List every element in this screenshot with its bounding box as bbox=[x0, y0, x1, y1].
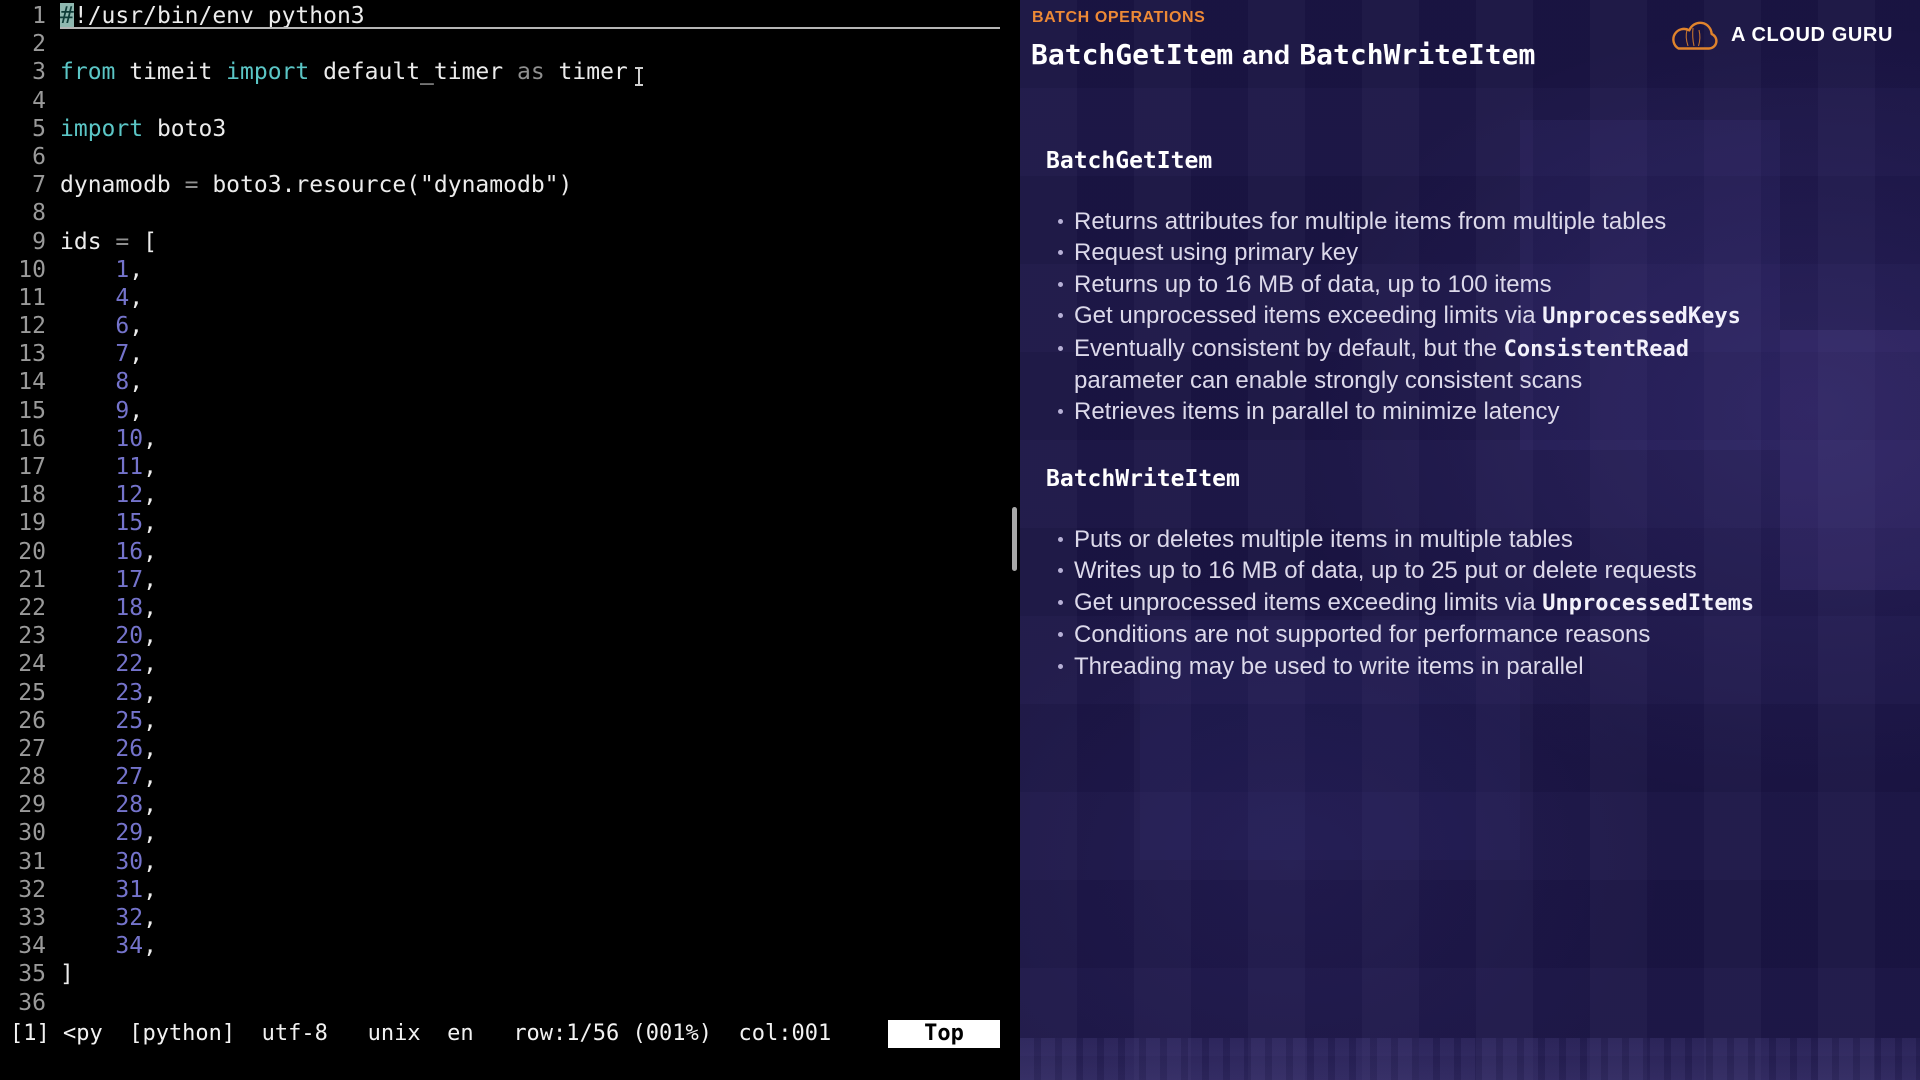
inline-code: ConsistentRead bbox=[1503, 336, 1690, 362]
code-text: 31, bbox=[115, 876, 157, 903]
line-number: 34 bbox=[18, 933, 46, 960]
code-line bbox=[0, 340, 1020, 368]
code-text: 23, bbox=[115, 679, 157, 706]
bullet-dot-icon bbox=[1056, 206, 1074, 237]
line-number: 33 bbox=[18, 905, 46, 931]
line-number: 14 bbox=[18, 369, 46, 396]
line-number: 7 bbox=[32, 172, 46, 199]
code-line bbox=[0, 199, 1020, 227]
bullet-item bbox=[1056, 587, 1886, 619]
code-text: 7, bbox=[115, 341, 144, 368]
bullet-item bbox=[1056, 300, 1886, 332]
line-number: 3 bbox=[32, 59, 46, 86]
bullet-item bbox=[1056, 269, 1886, 300]
bullet-text: Writes up to 16 MB of data, up to 25 put or delete requests bbox=[1074, 557, 1697, 585]
code-text: 8, bbox=[115, 369, 144, 396]
text-cursor-pointer bbox=[638, 69, 640, 84]
bullet-text: Retrieves items in parallel to minimize latency bbox=[1074, 398, 1560, 426]
code-text: 30, bbox=[115, 848, 157, 875]
code-line bbox=[0, 2, 1020, 30]
code-text: 17, bbox=[115, 566, 157, 593]
code-text: 1, bbox=[115, 256, 144, 283]
line-number: 12 bbox=[18, 313, 46, 340]
line-number: 17 bbox=[18, 454, 46, 480]
slide-title bbox=[1031, 38, 1535, 71]
code-text: 11, bbox=[115, 454, 157, 480]
batchwriteitem-bullet-list bbox=[1056, 524, 1886, 682]
bullet-dot-icon bbox=[1056, 651, 1074, 682]
title-code-segment: BatchWriteItem bbox=[1299, 38, 1536, 71]
code-text: from timeit import default_timer as timer bbox=[60, 59, 628, 86]
bullet-item bbox=[1056, 237, 1886, 268]
code-line bbox=[0, 538, 1020, 566]
code-line bbox=[0, 960, 1020, 988]
editor-statusbar bbox=[0, 1020, 1020, 1048]
bullet-text: Threading may be used to write items in parallel bbox=[1074, 652, 1584, 680]
code-text: 32, bbox=[115, 905, 157, 931]
inline-code: UnprocessedKeys bbox=[1542, 304, 1741, 330]
code-line bbox=[0, 284, 1020, 312]
bullet-text: Conditions are not supported for performance reasons bbox=[1074, 621, 1651, 649]
bullet-item bbox=[1056, 396, 1886, 427]
bullet-text: Request using primary key bbox=[1074, 239, 1359, 267]
bullet-text: Puts or deletes multiple items in multiple tables bbox=[1074, 526, 1573, 553]
code-text: 22, bbox=[115, 651, 157, 678]
code-line bbox=[0, 566, 1020, 594]
line-number: 15 bbox=[18, 397, 46, 424]
bullet-dot-icon bbox=[1056, 555, 1074, 586]
statusbar-position-badge: Top bbox=[888, 1020, 1000, 1048]
code-line bbox=[0, 58, 1020, 86]
code-line bbox=[0, 735, 1020, 763]
code-text: 34, bbox=[115, 933, 157, 960]
bullet-dot-icon bbox=[1056, 396, 1074, 427]
code-line bbox=[0, 650, 1020, 678]
line-number: 5 bbox=[32, 115, 46, 142]
code-text: 26, bbox=[115, 735, 157, 762]
code-line bbox=[0, 115, 1020, 143]
code-line bbox=[0, 87, 1020, 115]
line-number: 36 bbox=[18, 989, 46, 1016]
line-number: 28 bbox=[18, 764, 46, 791]
presentation-slide bbox=[1020, 0, 1920, 1080]
line-number: 27 bbox=[18, 735, 46, 762]
code-line bbox=[0, 256, 1020, 284]
bullet-item bbox=[1056, 619, 1886, 650]
code-area[interactable] bbox=[0, 2, 1020, 1017]
section-heading-batchwriteitem: BatchWriteItem bbox=[1046, 466, 1240, 492]
line-number: 4 bbox=[32, 87, 46, 114]
code-text: 27, bbox=[115, 764, 157, 791]
code-text: 9, bbox=[115, 397, 144, 424]
code-text: 20, bbox=[115, 623, 157, 650]
cursorline-underline bbox=[60, 27, 1000, 29]
statusbar-info: [1] <py [python] utf-8 unix en row:1/56 (001%) col:001 bbox=[10, 1021, 832, 1046]
title-plain-segment: and bbox=[1242, 40, 1291, 70]
code-line bbox=[0, 397, 1020, 425]
bullet-dot-icon bbox=[1056, 619, 1074, 650]
editor-scrollbar-thumb[interactable] bbox=[1012, 507, 1017, 571]
bullet-item bbox=[1056, 524, 1886, 555]
title-code-segment: BatchGetItem bbox=[1031, 38, 1234, 71]
batchgetitem-bullet-list bbox=[1056, 206, 1886, 428]
bullet-dot-icon bbox=[1056, 269, 1074, 300]
code-line bbox=[0, 932, 1020, 960]
code-line bbox=[0, 989, 1020, 1017]
code-line bbox=[0, 876, 1020, 904]
line-number: 16 bbox=[18, 425, 46, 452]
bullet-item bbox=[1056, 206, 1886, 237]
code-line bbox=[0, 791, 1020, 819]
code-text: 12, bbox=[115, 482, 157, 509]
code-line bbox=[0, 707, 1020, 735]
code-line bbox=[0, 679, 1020, 707]
line-number: 18 bbox=[18, 482, 46, 509]
bullet-text: Returns attributes for multiple items from multiple tables bbox=[1074, 208, 1667, 235]
code-text: 16, bbox=[115, 538, 157, 565]
line-number: 6 bbox=[32, 143, 46, 170]
bullet-dot-icon bbox=[1056, 237, 1074, 268]
line-number: 20 bbox=[18, 538, 46, 565]
code-line bbox=[0, 30, 1020, 58]
bullet-item bbox=[1056, 651, 1886, 682]
cloud-icon bbox=[1667, 16, 1719, 54]
code-line bbox=[0, 425, 1020, 453]
bullet-item bbox=[1056, 333, 1886, 397]
line-number: 29 bbox=[18, 792, 46, 819]
bullet-text: Get unprocessed items exceeding limits via UnprocessedKeys bbox=[1074, 302, 1741, 330]
code-text: 29, bbox=[115, 820, 157, 847]
bullet-text: Eventually consistent by default, but the ConsistentRead parameter can enable strongly consistent scans bbox=[1074, 334, 1690, 395]
line-number: 2 bbox=[32, 31, 46, 58]
code-text: 10, bbox=[115, 425, 157, 452]
block-cursor: # bbox=[60, 3, 74, 29]
code-text: 28, bbox=[115, 792, 157, 819]
code-line bbox=[0, 143, 1020, 171]
code-line bbox=[0, 228, 1020, 256]
code-line bbox=[0, 509, 1020, 537]
line-number: 1 bbox=[32, 3, 46, 29]
line-number: 24 bbox=[18, 651, 46, 678]
bullet-dot-icon bbox=[1056, 524, 1074, 555]
code-line bbox=[0, 594, 1020, 622]
inline-code: UnprocessedItems bbox=[1542, 590, 1755, 616]
code-line bbox=[0, 368, 1020, 396]
code-text: dynamodb = boto3.resource("dynamodb") bbox=[60, 172, 573, 199]
code-line bbox=[0, 622, 1020, 650]
slide-eyebrow: BATCH OPERATIONS bbox=[1032, 9, 1206, 26]
code-text: ] bbox=[60, 961, 74, 988]
line-number: 25 bbox=[18, 679, 46, 706]
bullet-dot-icon bbox=[1056, 333, 1074, 397]
code-line bbox=[0, 312, 1020, 340]
line-number: 32 bbox=[18, 876, 46, 903]
code-text: import boto3 bbox=[60, 115, 227, 142]
code-text: 6, bbox=[115, 313, 144, 340]
line-number: 30 bbox=[18, 820, 46, 847]
code-text: 15, bbox=[115, 510, 157, 537]
code-line bbox=[0, 848, 1020, 876]
bullet-dot-icon bbox=[1056, 587, 1074, 619]
bullet-dot-icon bbox=[1056, 300, 1074, 332]
line-number: 10 bbox=[18, 256, 46, 283]
code-line bbox=[0, 819, 1020, 847]
section-heading-batchgetitem: BatchGetItem bbox=[1046, 148, 1213, 174]
code-line bbox=[0, 171, 1020, 199]
line-number: 35 bbox=[18, 961, 46, 988]
line-number: 11 bbox=[18, 284, 46, 311]
line-number: 22 bbox=[18, 594, 46, 621]
line-number: 31 bbox=[18, 848, 46, 875]
code-line bbox=[0, 481, 1020, 509]
code-text: 18, bbox=[115, 594, 157, 621]
line-number: 26 bbox=[18, 707, 46, 734]
acloudguru-logo bbox=[1667, 16, 1893, 54]
code-line bbox=[0, 904, 1020, 932]
bullet-text: Get unprocessed items exceeding limits via UnprocessedItems bbox=[1074, 588, 1755, 616]
code-line bbox=[0, 763, 1020, 791]
line-number: 23 bbox=[18, 623, 46, 650]
line-number: 9 bbox=[32, 228, 46, 255]
line-number: 19 bbox=[18, 510, 46, 537]
line-number: 21 bbox=[18, 566, 46, 593]
line-number: 8 bbox=[32, 200, 46, 227]
bullet-item bbox=[1056, 555, 1886, 586]
code-line bbox=[0, 453, 1020, 481]
bullet-text: Returns up to 16 MB of data, up to 100 items bbox=[1074, 270, 1552, 298]
code-text: 4, bbox=[115, 284, 144, 311]
code-text: #!/usr/bin/env python3 bbox=[60, 3, 365, 29]
logo-text: A CLOUD GURU bbox=[1730, 23, 1893, 46]
code-text: 25, bbox=[115, 707, 157, 734]
line-number: 13 bbox=[18, 341, 46, 368]
code-text: ids = [ bbox=[60, 228, 157, 255]
